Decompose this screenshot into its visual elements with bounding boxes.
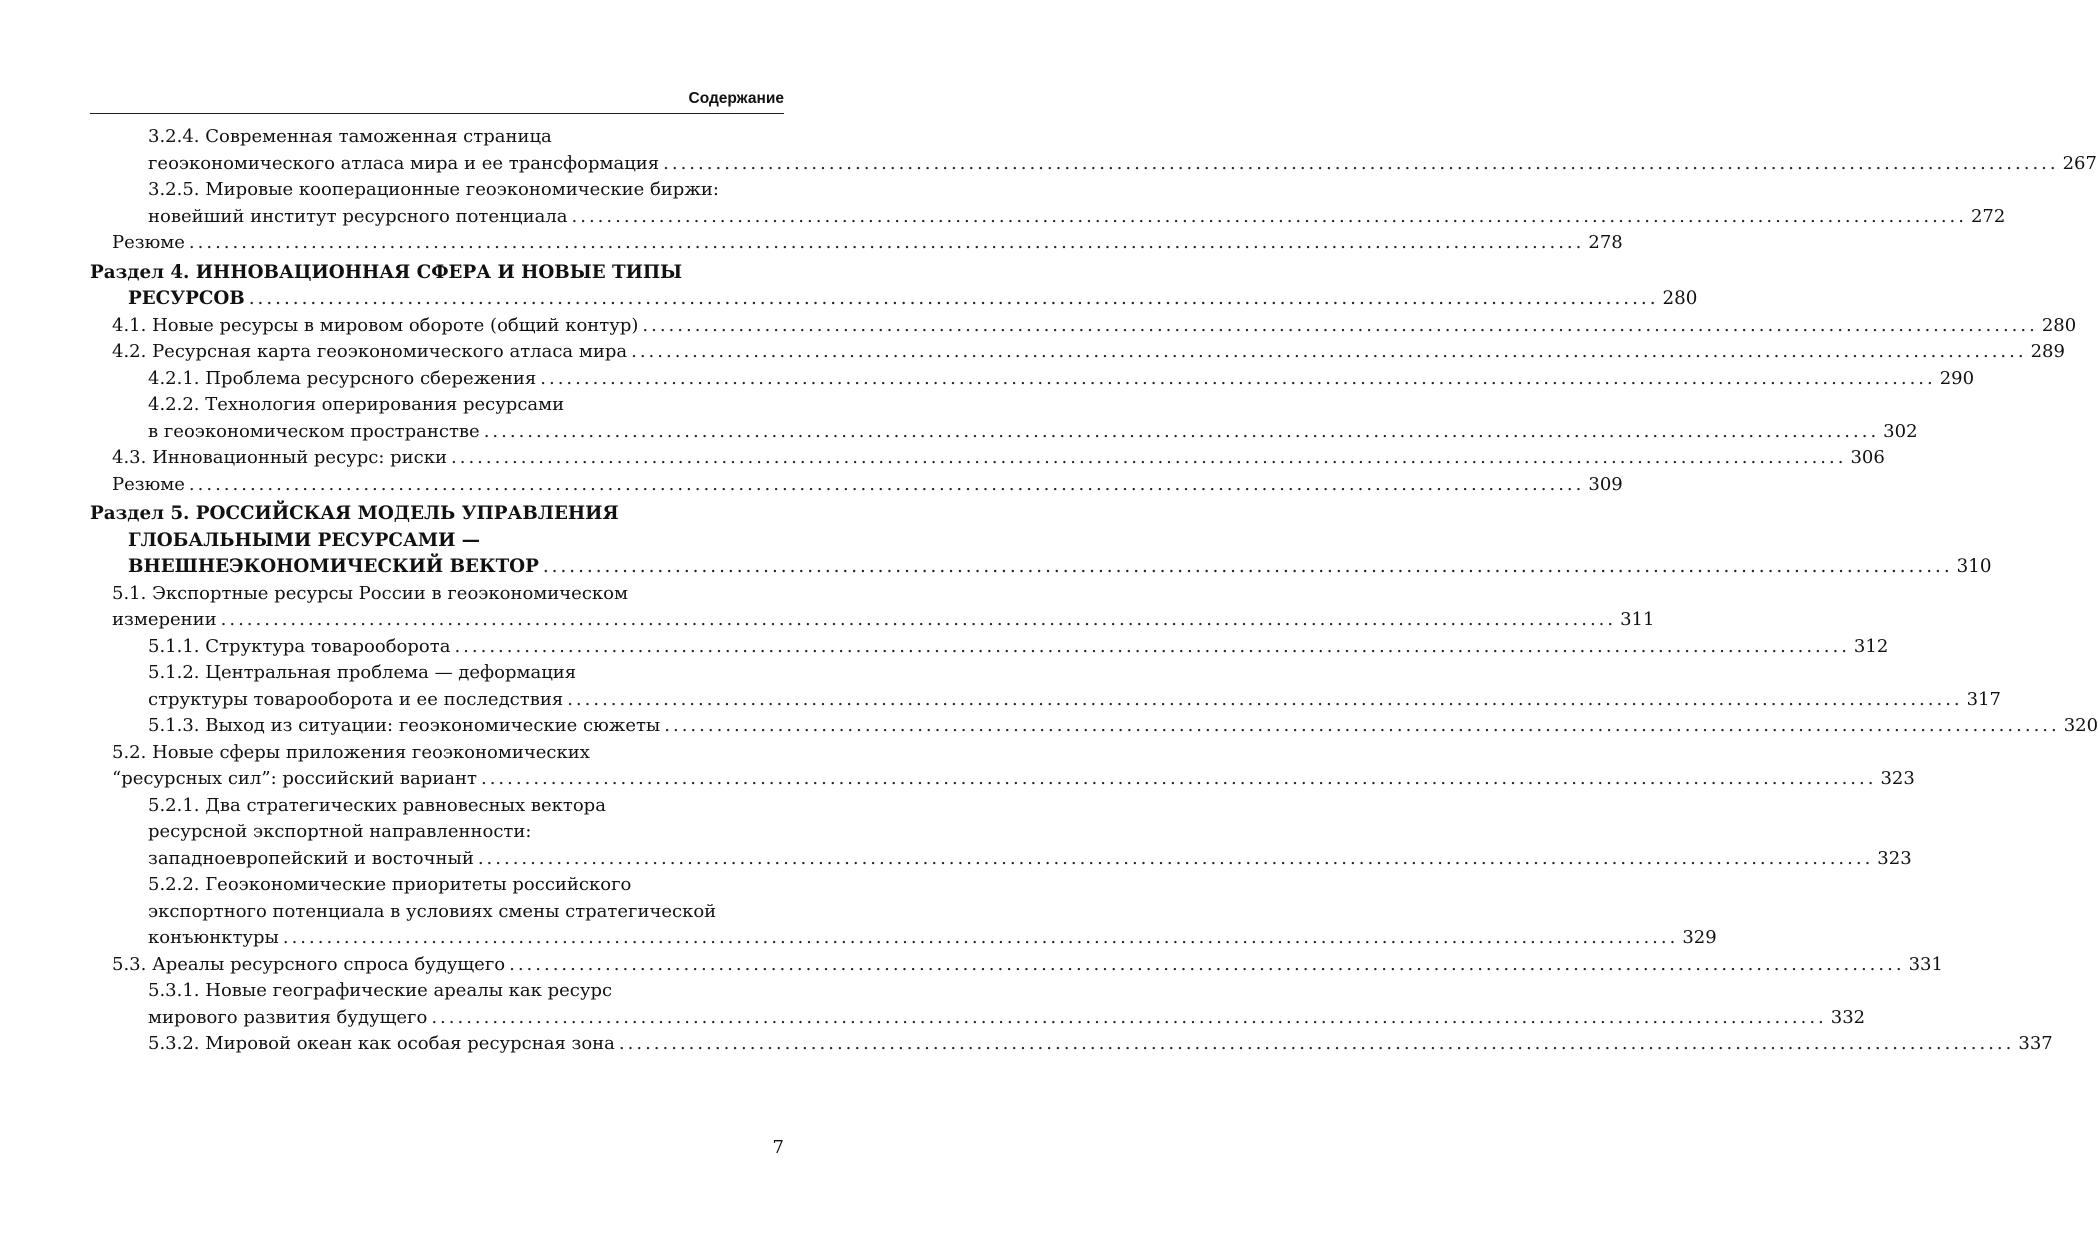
toc-page-number: 331: [1908, 953, 1943, 975]
toc-entry-5-3[interactable]: [90, 952, 1943, 979]
toc-entry-text: 4.1. Новые ресурсы в мировом обороте (общий контур): [112, 314, 639, 336]
toc-entry-5-1[interactable]: [90, 581, 1655, 634]
toc-entry-5-3-2[interactable]: [90, 1031, 2053, 1058]
toc-entry-text: 5.2.2. Геоэкономические приоритеты российского: [148, 874, 632, 895]
dot-leader: ................................................................................................................................................................: [188, 232, 1585, 253]
dot-leader: ................................................................................................................................................................: [618, 1033, 2015, 1054]
toc-entry-5-3-1[interactable]: [90, 978, 1866, 1031]
toc-entry-text: 5.1. Экспортные ресурсы России в геоэкономическом: [112, 582, 629, 604]
toc-entry-text: экспортного потенциала в условиях смены стратегической: [148, 900, 717, 922]
toc-entry-text: 5.3. Ареалы ресурсного спроса будущего: [112, 953, 506, 975]
dot-leader: ................................................................................................................................................................: [571, 205, 1967, 227]
dot-leader: ................................................................................................................................................................: [631, 341, 2027, 362]
toc-entry-text: Резюме: [112, 232, 185, 253]
toc-entry-text: измерении: [112, 609, 217, 630]
toc-entry-text: 5.2.1. Два стратегических равновесных вектора: [148, 794, 606, 816]
dot-leader: ................................................................................................................................................................: [480, 768, 1877, 789]
dot-leader: ................................................................................................................................................................: [477, 847, 1874, 869]
toc-page-number: 290: [1939, 367, 1975, 389]
toc-entry-4-2-2[interactable]: [90, 392, 1918, 445]
toc-section-4[interactable]: [90, 260, 1698, 313]
toc-page-number: 310: [1956, 556, 1992, 577]
dot-leader: ................................................................................................................................................................: [431, 1006, 1827, 1028]
toc-page-number: 329: [1682, 927, 1717, 948]
toc-page-number: 302: [1883, 420, 1918, 442]
toc-page-number: 320: [2063, 715, 2098, 736]
toc-section-title: ГЛОБАЛЬНЫМИ РЕСУРСАМИ —: [128, 529, 480, 551]
toc-entry-text: 5.1.3. Выход из ситуации: геоэкономические сюжеты: [148, 715, 661, 736]
toc-entry-5-2[interactable]: [90, 740, 1915, 793]
toc-section-title: РЕСУРСОВ: [128, 288, 245, 309]
toc-entry-3-2-5[interactable]: [90, 177, 2006, 230]
dot-leader: ................................................................................................................................................................: [567, 688, 1963, 710]
dot-leader: ................................................................................................................................................................: [642, 314, 2038, 336]
toc-page-number: 337: [2018, 1033, 2053, 1054]
running-head: Содержание: [688, 90, 784, 107]
header-rule: [90, 113, 784, 114]
toc-entry-5-2-2[interactable]: [90, 872, 1717, 952]
dot-leader: ................................................................................................................................................................: [454, 635, 1850, 657]
toc-entry-summary-3[interactable]: [90, 230, 1623, 257]
toc-page-number: 309: [1588, 473, 1623, 495]
toc-page-number: 272: [1970, 205, 2006, 227]
toc-entry-summary-4[interactable]: [90, 472, 1623, 499]
toc-entry-text: западноевропейский и восточный: [148, 847, 474, 869]
toc-section-title: Раздел 5. РОССИЙСКАЯ МОДЕЛЬ УПРАВЛЕНИЯ: [90, 503, 619, 524]
toc-entry-text: 3.2.4. Современная таможенная страница: [148, 126, 552, 147]
toc-page-number: 280: [1662, 288, 1698, 309]
toc-entry-4-3[interactable]: [90, 445, 1885, 472]
toc-page-number: 332: [1830, 1006, 1866, 1028]
toc-entry-5-1-1[interactable]: [90, 634, 1889, 661]
toc-page-number: 312: [1853, 635, 1889, 657]
toc-entry-3-2-4[interactable]: [90, 124, 2097, 177]
page-number: 7: [772, 1137, 784, 1158]
dot-leader: ................................................................................................................................................................: [188, 473, 1585, 495]
toc-entry-4-1[interactable]: [90, 313, 2077, 340]
dot-leader: ................................................................................................................................................................: [664, 715, 2060, 736]
toc-entry-text: конъюнктуры: [148, 927, 279, 948]
toc-entry-text: 5.3.2. Мировой океан как особая ресурсная зона: [148, 1033, 615, 1054]
dot-leader: ................................................................................................................................................................: [542, 556, 1953, 577]
toc-entry-text: Резюме: [112, 473, 185, 495]
toc-entry-text: 4.3. Инновационный ресурс: риски: [112, 447, 447, 468]
toc-entry-text: геоэкономического атласа мира и ее трансформация: [148, 152, 660, 174]
dot-leader: ................................................................................................................................................................: [282, 927, 1679, 948]
dot-leader: ................................................................................................................................................................: [220, 609, 1617, 630]
toc-page-number: 323: [1877, 847, 1912, 869]
toc-section-title: ВНЕШНЕЭКОНОМИЧЕСКИЙ ВЕКТОР: [128, 556, 539, 577]
dot-leader: ................................................................................................................................................................: [663, 152, 2059, 174]
dot-leader: ................................................................................................................................................................: [248, 288, 1659, 309]
toc-entry-text: 4.2. Ресурсная карта геоэкономического атласа мира: [112, 341, 628, 362]
dot-leader: ................................................................................................................................................................: [483, 420, 1880, 442]
toc-entry-text: 5.2. Новые сферы приложения геоэкономических: [112, 741, 590, 763]
dot-leader: ................................................................................................................................................................: [451, 447, 1847, 468]
toc-entry-text: мирового развития будущего: [148, 1006, 428, 1028]
toc-page-number: 311: [1620, 609, 1655, 630]
toc-entry-text: структуры товарооборота и ее последствия: [148, 688, 564, 710]
toc-page-number: 278: [1588, 232, 1623, 253]
toc-entry-text: 5.1.2. Центральная проблема — деформация: [148, 662, 577, 683]
toc-section-5[interactable]: [90, 501, 1992, 581]
table-of-contents: [90, 124, 2098, 1058]
toc-page-number: 317: [1966, 688, 2002, 710]
toc-page-number: 323: [1880, 768, 1915, 789]
toc-entry-text: ресурсной экспортной направленности:: [148, 821, 532, 842]
toc-entry-4-2-1[interactable]: [90, 366, 1975, 393]
toc-page-number: 280: [2041, 314, 2077, 336]
toc-entry-text: 4.2.1. Проблема ресурсного сбережения: [148, 367, 537, 389]
toc-page-number: 267: [2062, 152, 2097, 174]
toc-entry-text: новейший институт ресурсного потенциала: [148, 205, 568, 227]
dot-leader: ................................................................................................................................................................: [540, 367, 1936, 389]
toc-page-number: 289: [2030, 341, 2065, 362]
toc-section-title: Раздел 4. ИННОВАЦИОННАЯ СФЕРА И НОВЫЕ ТИПЫ: [90, 261, 683, 283]
toc-entry-text: 5.1.1. Структура товарооборота: [148, 635, 451, 657]
toc-entry-5-2-1[interactable]: [90, 793, 1912, 873]
toc-entry-text: 4.2.2. Технология оперирования ресурсами: [148, 394, 565, 415]
toc-entry-text: “ресурсных сил”: российский вариант: [112, 768, 477, 789]
toc-entry-text: в геоэкономическом пространстве: [148, 420, 480, 442]
toc-entry-4-2[interactable]: [90, 339, 2065, 366]
toc-entry-text: 5.3.1. Новые географические ареалы как ресурс: [148, 980, 613, 1001]
toc-entry-5-1-2[interactable]: [90, 660, 2002, 713]
toc-page-number: 306: [1850, 447, 1885, 468]
toc-entry-text: 3.2.5. Мировые кооперационные геоэкономические биржи:: [148, 179, 719, 200]
dot-leader: ................................................................................................................................................................: [509, 953, 1905, 975]
toc-entry-5-1-3[interactable]: [90, 713, 2098, 740]
